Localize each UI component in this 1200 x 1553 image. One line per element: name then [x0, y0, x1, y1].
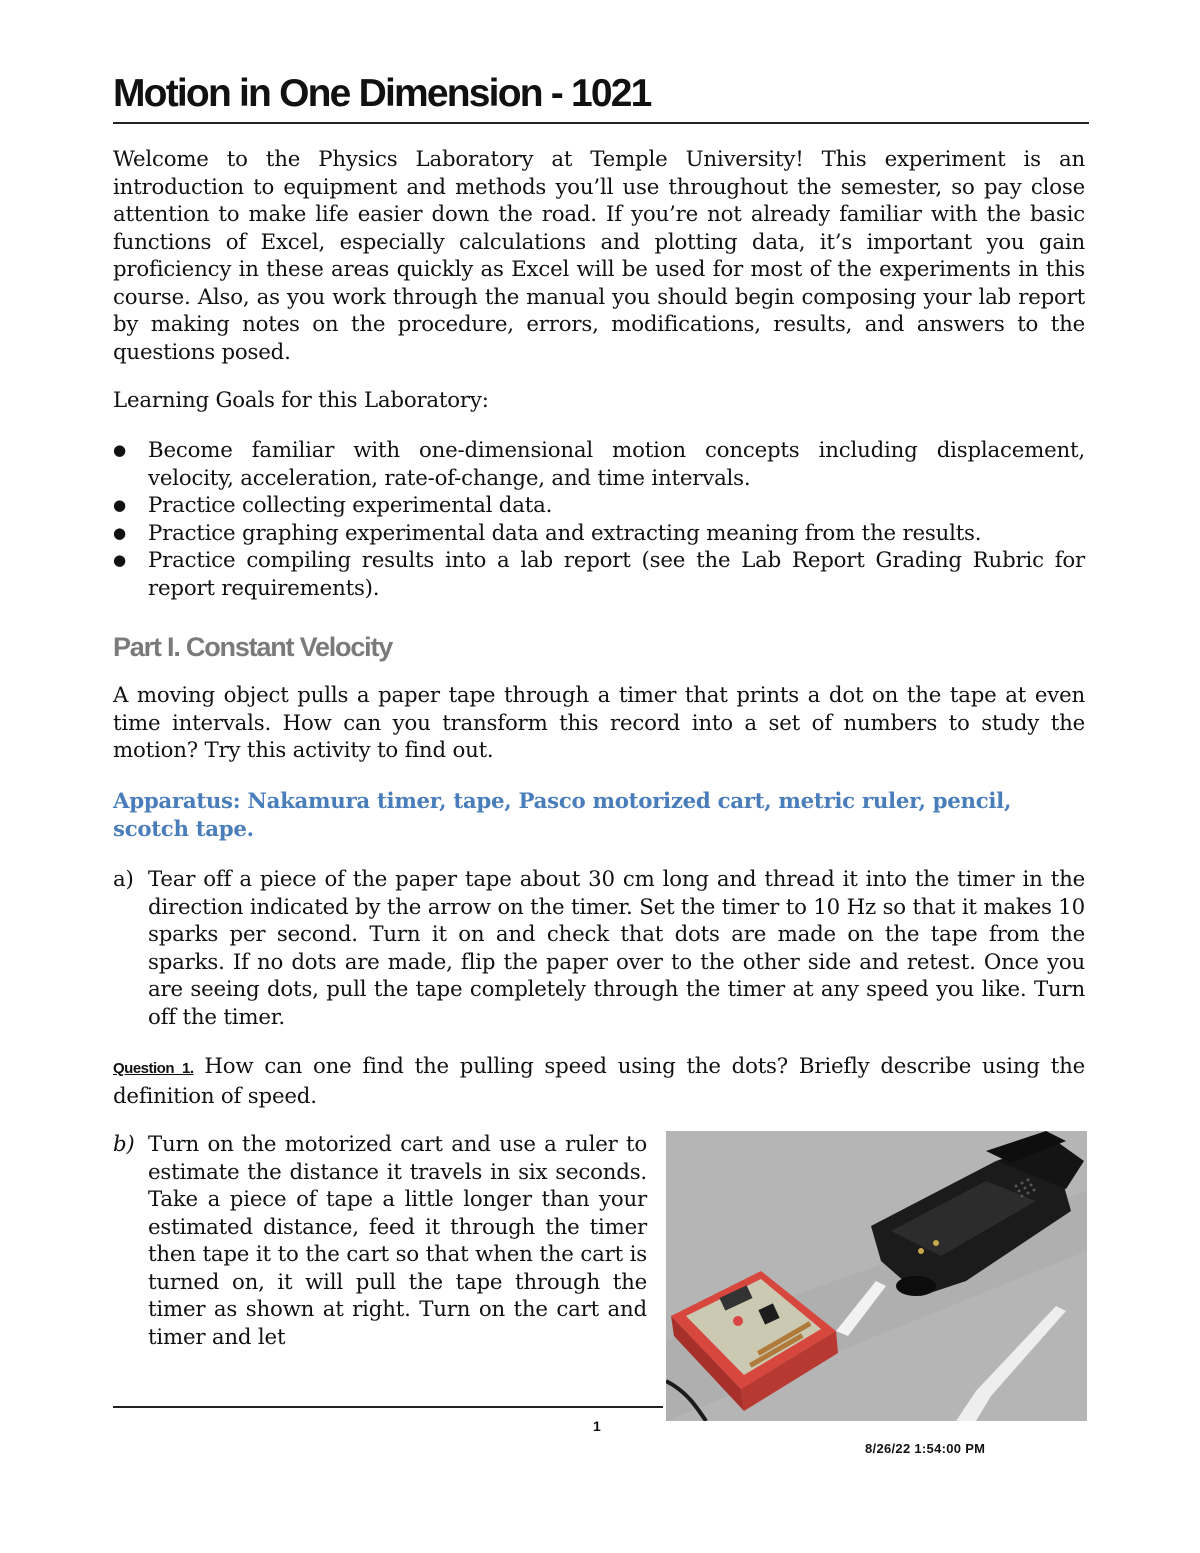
title-divider	[113, 122, 1089, 124]
cart-timer-photo	[666, 1131, 1087, 1421]
list-item: ● Practice collecting experimental data.	[113, 493, 553, 518]
learning-goals-list	[113, 437, 1085, 602]
list-item: ● Practice compiling results into a lab report (see the Lab Report Grading Rubric for report requirements).	[113, 548, 1085, 601]
procedure-step-a	[113, 866, 1085, 1031]
step-marker: b)	[113, 1132, 135, 1157]
intro-paragraph: Welcome to the Physics Laboratory at Temple University! This experiment is an introduction to equipment and methods you’ll use throughout the semester, so pay close attention to make life easier down the road. If you’re not already familiar with the basic functions of Excel, especially calculations and plotting data, it’s important you gain proficiency in these areas quickly as Excel will be used for most of the experiments in this course. Also, as you work through the manual you should begin composing your lab report by making notes on the procedure, errors, modifications, results, and answers to the questions posed.	[113, 147, 1085, 365]
list-item: ● Become familiar with one-dimensional motion concepts including displacement, velocity, acceleration, rate-of-change, and time intervals.	[113, 438, 1085, 491]
procedure-step-b	[113, 1131, 647, 1351]
print-timestamp: 8/26/22 1:54:00 PM	[865, 1441, 986, 1456]
learning-goals-heading: Learning Goals for this Laboratory:	[113, 388, 489, 413]
bullet-icon: ●	[113, 441, 126, 459]
bullet-icon: ●	[113, 551, 126, 569]
step-text: Turn on the motorized cart and use a ruler to estimate the distance it travels in six seconds. Take a piece of tape a little longer than your estimated distance, feed it through the timer then tape it to the cart so that when the cart is turned on, it will pull the tape through the timer as shown at right. Turn on the cart and timer and let	[148, 1132, 647, 1350]
bullet-icon: ●	[113, 496, 126, 514]
footer-divider	[113, 1406, 663, 1408]
bullet-icon: ●	[113, 523, 126, 542]
part-heading: Part I. Constant Velocity	[113, 632, 393, 662]
photo-illustration	[666, 1131, 1087, 1421]
step-marker: a)	[113, 867, 134, 892]
apparatus-line: Apparatus: Nakamura timer, tape, Pasco motorized cart, metric ruler, pencil, scotch tape.	[113, 789, 1012, 842]
step-text: Tear off a piece of the paper tape about 30 cm long and thread it into the timer in the direction indicated by the arrow on the timer. Set the timer to 10 Hz so that it makes 10 sparks per second. Turn it on and check that dots are made on the tape from the sparks. If no dots are made, flip the paper over to the other side and retest. Once you are seeing dots, pull the tape completely through the timer at any speed you like. Turn off the timer.	[148, 867, 1085, 1030]
question-1	[113, 1053, 1085, 1110]
list-item: ● Practice graphing experimental data and extracting meaning from the results.	[113, 520, 982, 546]
document-title: Motion in One Dimension - 1021	[113, 72, 651, 115]
page-number: 1	[593, 1418, 601, 1434]
part-intro-paragraph: A moving object pulls a paper tape through a timer that prints a dot on the tape at even time intervals. How can you transform this record into a set of numbers to study the motion? Try this activity to find out.	[113, 683, 1085, 763]
document-page	[113, 0, 1087, 1553]
question-label: Question 1.	[113, 1060, 194, 1077]
question-text: How can one find the pulling speed using the dots? Briefly describe using the definition of speed.	[113, 1054, 1085, 1109]
